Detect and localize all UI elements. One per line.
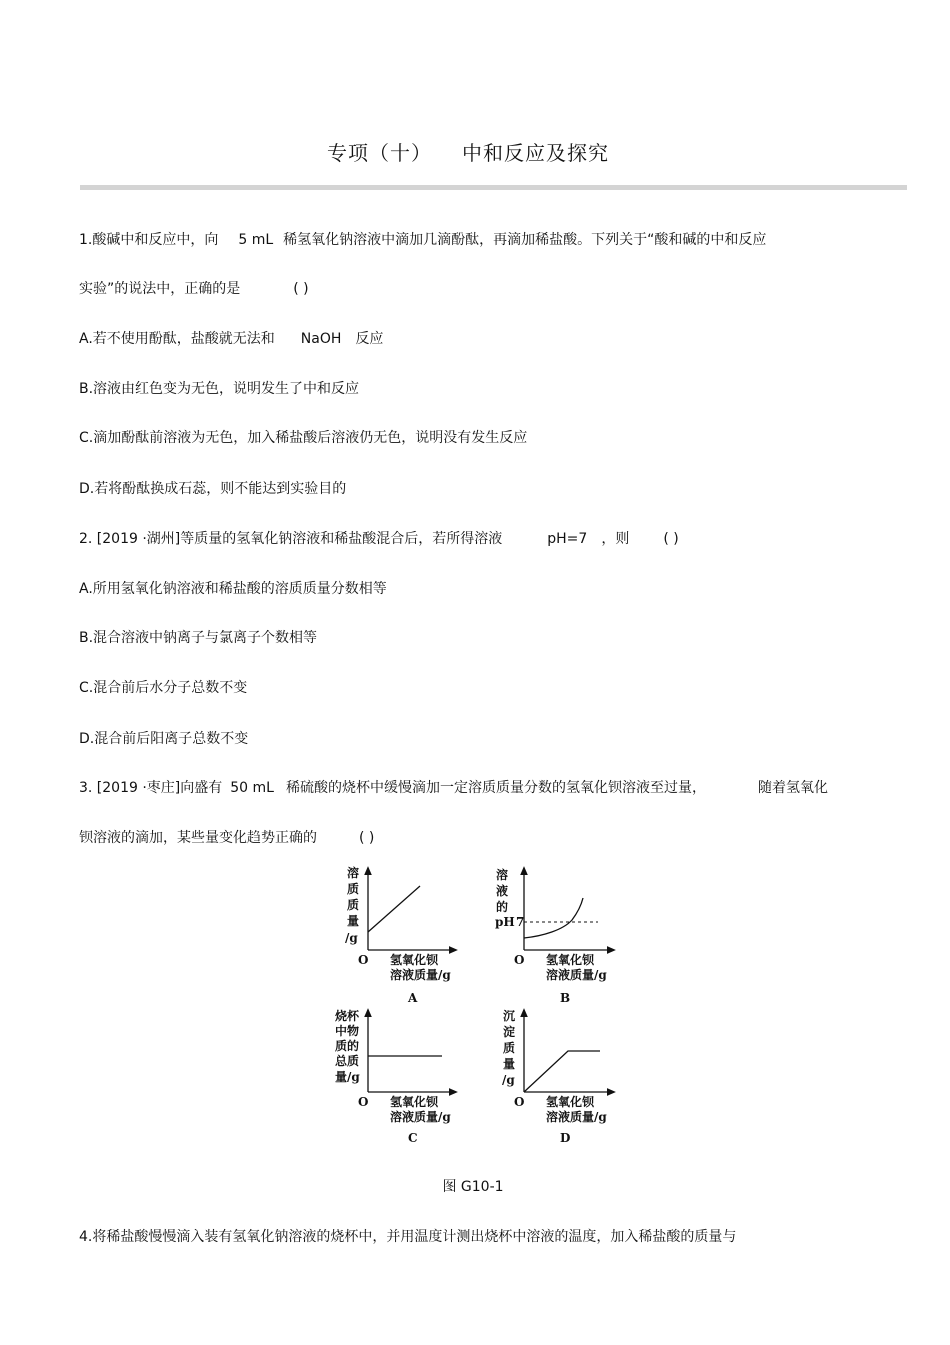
graph-b-origin: O <box>514 953 525 967</box>
q2-stem: 2. [2019 ·湖州]等质量的氢氧化钠溶液和稀盐酸混合后，若所得溶液 pH=7 ，则 ( ) <box>79 531 679 547</box>
graph-c-xlabel-1: 氢氧化钡 <box>390 1095 439 1109</box>
graph-d <box>488 1008 628 1148</box>
q1-option-a: A.若不使用酚酞，盐酸就无法和 NaOH 反应 <box>79 331 384 347</box>
graph-b-letter: B <box>560 991 571 1005</box>
graph-a-letter: A <box>408 991 418 1005</box>
q1-option-c: C.滴加酚酞前溶液为无色，加入稀盐酸后溶液仍无色，说明没有发生反应 <box>79 430 528 446</box>
graph-b-curve <box>524 898 583 938</box>
graph-c <box>330 1008 470 1148</box>
graph-a <box>330 866 470 1006</box>
graph-d-ylabel-0: 沉 <box>503 1009 516 1023</box>
q1-option-d: D.若将酚酞换成石蕊，则不能达到实验目的 <box>79 481 347 497</box>
graph-a-curve <box>368 886 420 932</box>
graph-d-xlabel-1: 氢氧化钡 <box>546 1095 595 1109</box>
graph-a-ylabel-4: /g <box>345 931 358 945</box>
graph-c-ylabel-3: 总质 <box>335 1054 360 1068</box>
q3-stem-line2: 钡溶液的滴加，某些量变化趋势正确的 ( ) <box>79 830 375 846</box>
q2-option-d: D.混合前后阳离子总数不变 <box>79 731 249 747</box>
graph-b-ylabel-2: 的 <box>496 900 509 914</box>
graph-b <box>488 866 628 1006</box>
graph-a-ylabel-3: 量 <box>347 914 360 928</box>
page-title: 专项（十） 中和反应及探究 <box>327 141 609 165</box>
graph-b-seven-label: 7 <box>516 915 525 929</box>
q1-stem-line2: 实验”的说法中，正确的是 ( ) <box>79 281 309 297</box>
graph-d-curve <box>524 1051 600 1092</box>
graph-c-ylabel-2: 质的 <box>335 1039 360 1053</box>
graph-c-ylabel-0: 烧杯 <box>335 1009 360 1023</box>
title-divider <box>80 185 907 190</box>
graph-d-origin: O <box>514 1095 525 1109</box>
graph-d-xlabel-2: 溶液质量/g <box>546 1110 607 1124</box>
graph-a-origin: O <box>358 953 369 967</box>
graph-d-letter: D <box>560 1131 571 1145</box>
q2-option-a: A.所用氢氧化钠溶液和稀盐酸的溶质质量分数相等 <box>79 581 387 597</box>
graph-a-ylabel-1: 质 <box>347 882 360 896</box>
graph-c-xlabel-2: 溶液质量/g <box>390 1110 451 1124</box>
graph-b-xlabel-2: 溶液质量/g <box>546 968 607 982</box>
graph-c-letter: C <box>408 1131 418 1145</box>
q1-option-b: B.溶液由红色变为无色，说明发生了中和反应 <box>79 381 360 397</box>
graph-b-ph-label: pH <box>495 915 515 929</box>
graph-d-ylabel-4: /g <box>502 1073 515 1087</box>
graph-a-xlabel-2: 溶液质量/g <box>390 968 451 982</box>
graph-a-ylabel-2: 质 <box>347 898 360 912</box>
graph-c-origin: O <box>358 1095 369 1109</box>
graph-c-ylabel-4: 量/g <box>335 1070 360 1084</box>
graph-d-ylabel-2: 质 <box>503 1041 516 1055</box>
q2-option-b: B.混合溶液中钠离子与氯离子个数相等 <box>79 630 318 646</box>
graph-d-ylabel-3: 量 <box>503 1057 516 1071</box>
graph-d-ylabel-1: 淀 <box>503 1025 516 1039</box>
q2-option-c: C.混合前后水分子总数不变 <box>79 680 248 696</box>
q3-stem-line1: 3. [2019 ·枣庄]向盛有 50 mL 稀硫酸的烧杯中缓慢滴加一定溶质质量分数的氢氧化钡溶液至过量， 随着氢氧化 <box>79 780 828 796</box>
graph-c-ylabel-1: 中物 <box>335 1024 360 1038</box>
q4-stem: 4.将稀盐酸慢慢滴入装有氢氧化钠溶液的烧杯中，并用温度计测出烧杯中溶液的温度，加入稀盐酸的质量与 <box>79 1229 737 1245</box>
q1-stem-line1: 1.酸碱中和反应中，向 5 mL 稀氢氧化钠溶液中滴加几滴酚酞，再滴加稀盐酸。下列关于“酸和碱的中和反应 <box>79 232 767 248</box>
graph-b-xlabel-1: 氢氧化钡 <box>546 953 595 967</box>
graph-a-ylabel-0: 溶 <box>347 866 360 880</box>
graph-a-xlabel-1: 氢氧化钡 <box>390 953 439 967</box>
graph-b-ylabel-1: 液 <box>496 884 509 898</box>
graph-b-ylabel-0: 溶 <box>496 868 509 882</box>
figure-caption: 图 G10-1 <box>442 1179 504 1195</box>
